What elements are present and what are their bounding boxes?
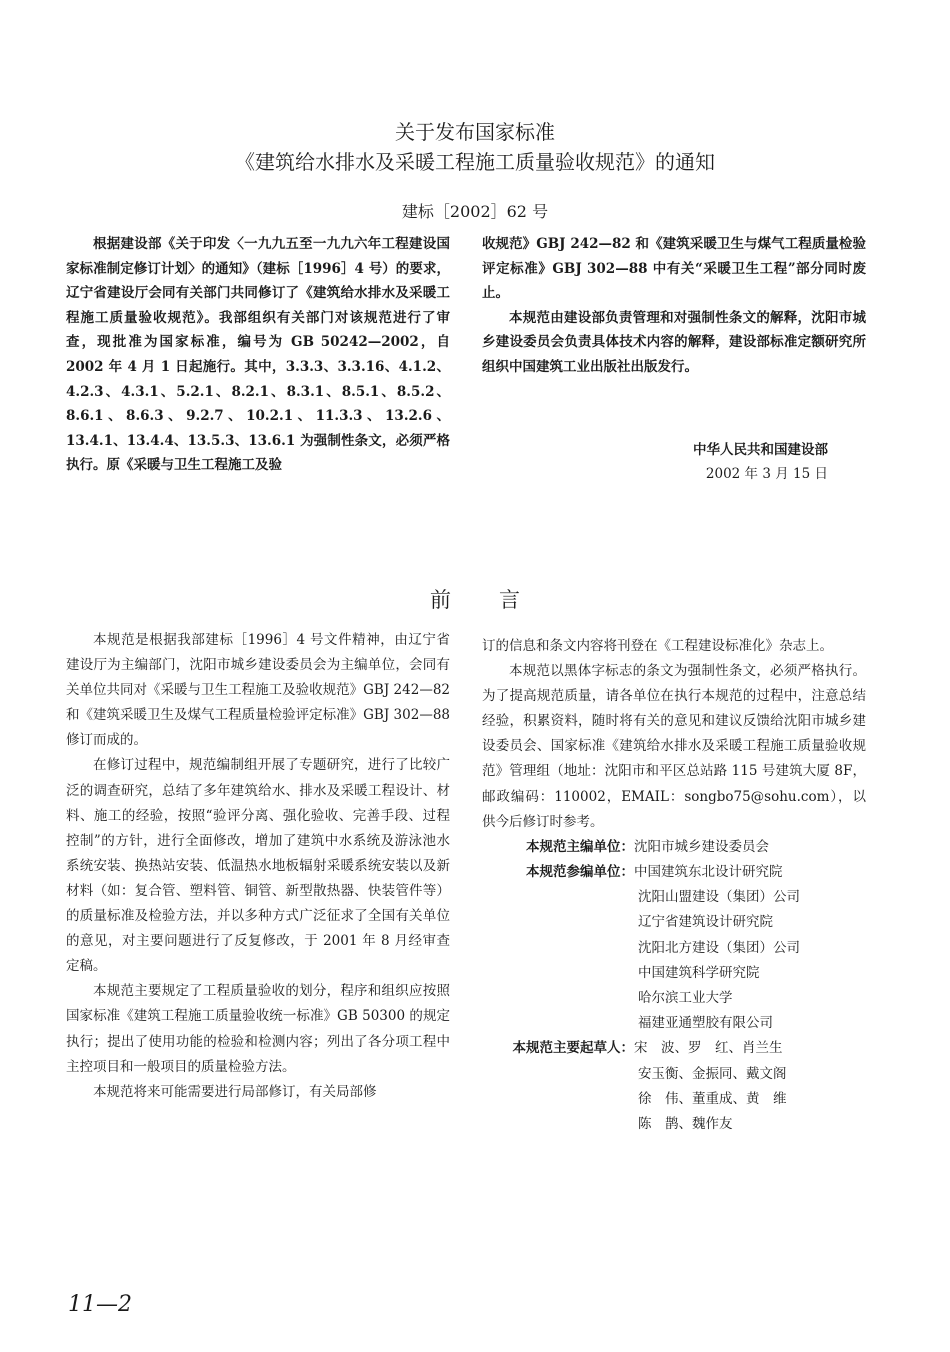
notice-paragraph: 收规范》GBJ 242—82 和《建筑采暖卫生与煤气工程质量检验评定标准》GBJ 302—88 中有关“采暖卫生工程”部分同时废止。 <box>482 236 866 302</box>
participating-unit: 沈阳北方建设（集团）公司 <box>638 939 800 956</box>
notice-left-column <box>66 232 450 478</box>
participating-unit: 辽宁省建筑设计研究院 <box>638 914 773 931</box>
notice-doc-number: 建标［2002］62 号 <box>401 202 549 221</box>
drafter-line: 安玉衡、金振同、戴文阁 <box>638 1065 787 1082</box>
chief-unit-value: 沈阳市城乡建设委员会 <box>634 838 769 855</box>
notice-title-line2: 《建筑给水排水及采暖工程施工质量验收规范》的通知 <box>235 150 715 174</box>
participating-unit-label: 本规范参编单位： <box>526 863 634 880</box>
drafter-line: 徐 伟、董重成、黄 维 <box>638 1090 787 1107</box>
drafters-list <box>482 1062 866 1138</box>
units-block <box>482 835 866 1137</box>
notice-right-column <box>482 232 866 380</box>
preface-paragraph: 订的信息和条文内容将刊登在《工程建设标准化》杂志上。 <box>482 638 833 654</box>
preface-right-column <box>482 634 866 1137</box>
preface-paragraph: 本规范以黑体字标志的条文为强制性条文，必须严格执行。为了提高规范质量，请各单位在执行本规范的过程中，注意总结经验，积累资料，随时将有关的意见和建议反馈给沈阳市城乡建设委员会、国家标准《建筑给水排水及采暖工程施工质量验收规范》管理组（地址：沈阳市和平区总站路 115 号建筑大厦 8F，邮政编码：110002，EMAIL：songbo75@sohu.com），以供今后修订时参考。 <box>482 663 866 830</box>
participating-unit: 福建亚通塑胶有限公司 <box>638 1015 773 1032</box>
signature-date: 2002 年 3 月 15 日 <box>705 466 828 482</box>
preface-paragraph: 本规范是根据我部建标［1996］4 号文件精神，由辽宁省建设厅为主编部门，沈阳市城乡建设委员会为主编单位，会同有关单位共同对《采暖与卫生工程施工及验收规范》GBJ 242—82 和《建筑采暖卫生及煤气工程质量检验评定标准》GBJ 302—88 修订而成的。 <box>66 632 450 749</box>
participating-unit-list <box>482 885 866 1036</box>
drafters-value: 宋 波、罗 红、肖兰生 <box>634 1040 783 1057</box>
drafters-row <box>482 1036 866 1061</box>
chief-unit-row <box>482 835 866 860</box>
preface-paragraph: 在修订过程中，规范编制组开展了专题研究，进行了比较广泛的调查研究，总结了多年建筑给水、排水及采暖工程设计、材料、施工的经验，按照“验评分离、强化验收、完善手段、过程控制”的方针，进行全面修改，增加了建筑中水系统及游泳池水系统安装、换热站安装、低温热水地板辐射采暖系统安装以及新材料（如：复合管、塑料管、铜管、新型散热器、快装管件等）的质量标准及检验方法，并以多种方式广泛征求了全国有关单位的意见，对主要问题进行了反复修改，于 2001 年 8 月经审查定稿。 <box>66 757 450 975</box>
preface-paragraph: 本规范主要规定了工程质量验收的划分，程序和组织应按照国家标准《建筑工程施工质量验收统一标准》GB 50300 的规定执行；提出了使用功能的检验和检测内容；列出了各分项工程中主控项目和一般项目的质量检验方法。 <box>66 983 450 1075</box>
preface-title: 前言 <box>430 588 568 612</box>
participating-unit-value: 中国建筑东北设计研究院 <box>634 863 783 880</box>
notice-paragraph: 本规范由建设部负责管理和对强制性条文的解释，沈阳市城乡建设委员会负责具体技术内容的解释，建设部标准定额研究所组织中国建筑工业出版社出版发行。 <box>482 309 866 375</box>
preface-paragraph: 本规范将来可能需要进行局部修订，有关局部修 <box>93 1083 377 1100</box>
drafters-label: 本规范主要起草人： <box>512 1040 634 1057</box>
participating-unit-row <box>482 860 866 885</box>
page-number: 11—2 <box>68 1292 132 1317</box>
chief-unit-label: 本规范主编单位： <box>526 838 634 855</box>
participating-unit: 中国建筑科学研究院 <box>638 964 760 981</box>
notice-paragraph: 根据建设部《关于印发〈一九九五至一九九六年工程建设国家标准制定修订计划〉的通知》（建标［1996］4 号）的要求，辽宁省建设厅会同有关部门共同修订了《建筑给水排水及采暖工程施工质量验收规范》。我部组织有关部门对该规范进行了审查，现批准为国家标准，编号为 GB 50242—2002，自 2002 年 4 月 1 日起施行。其中，3.3.3、3.3.16、4.1.2、4.2.3、4.3.1、5.2.1、8.2.1、8.3.1、8.5.1、8.5.2、8.6.1、8.6.3、9.2.7、10.2.1、11.3.3、13.2.6、13.4.1、13.4.4、13.5.3、13.6.1 为强制性条文，必须严格执行。原《采暖与卫生工程施工及验 <box>66 236 450 474</box>
participating-unit: 哈尔滨工业大学 <box>638 989 733 1006</box>
notice-title-line1: 关于发布国家标准 <box>395 120 555 144</box>
signature-organization: 中华人民共和国建设部 <box>693 442 828 458</box>
drafter-line: 陈 鹊、魏作友 <box>638 1115 733 1132</box>
participating-unit: 沈阳山盟建设（集团）公司 <box>638 889 800 906</box>
preface-left-column <box>66 628 450 1105</box>
